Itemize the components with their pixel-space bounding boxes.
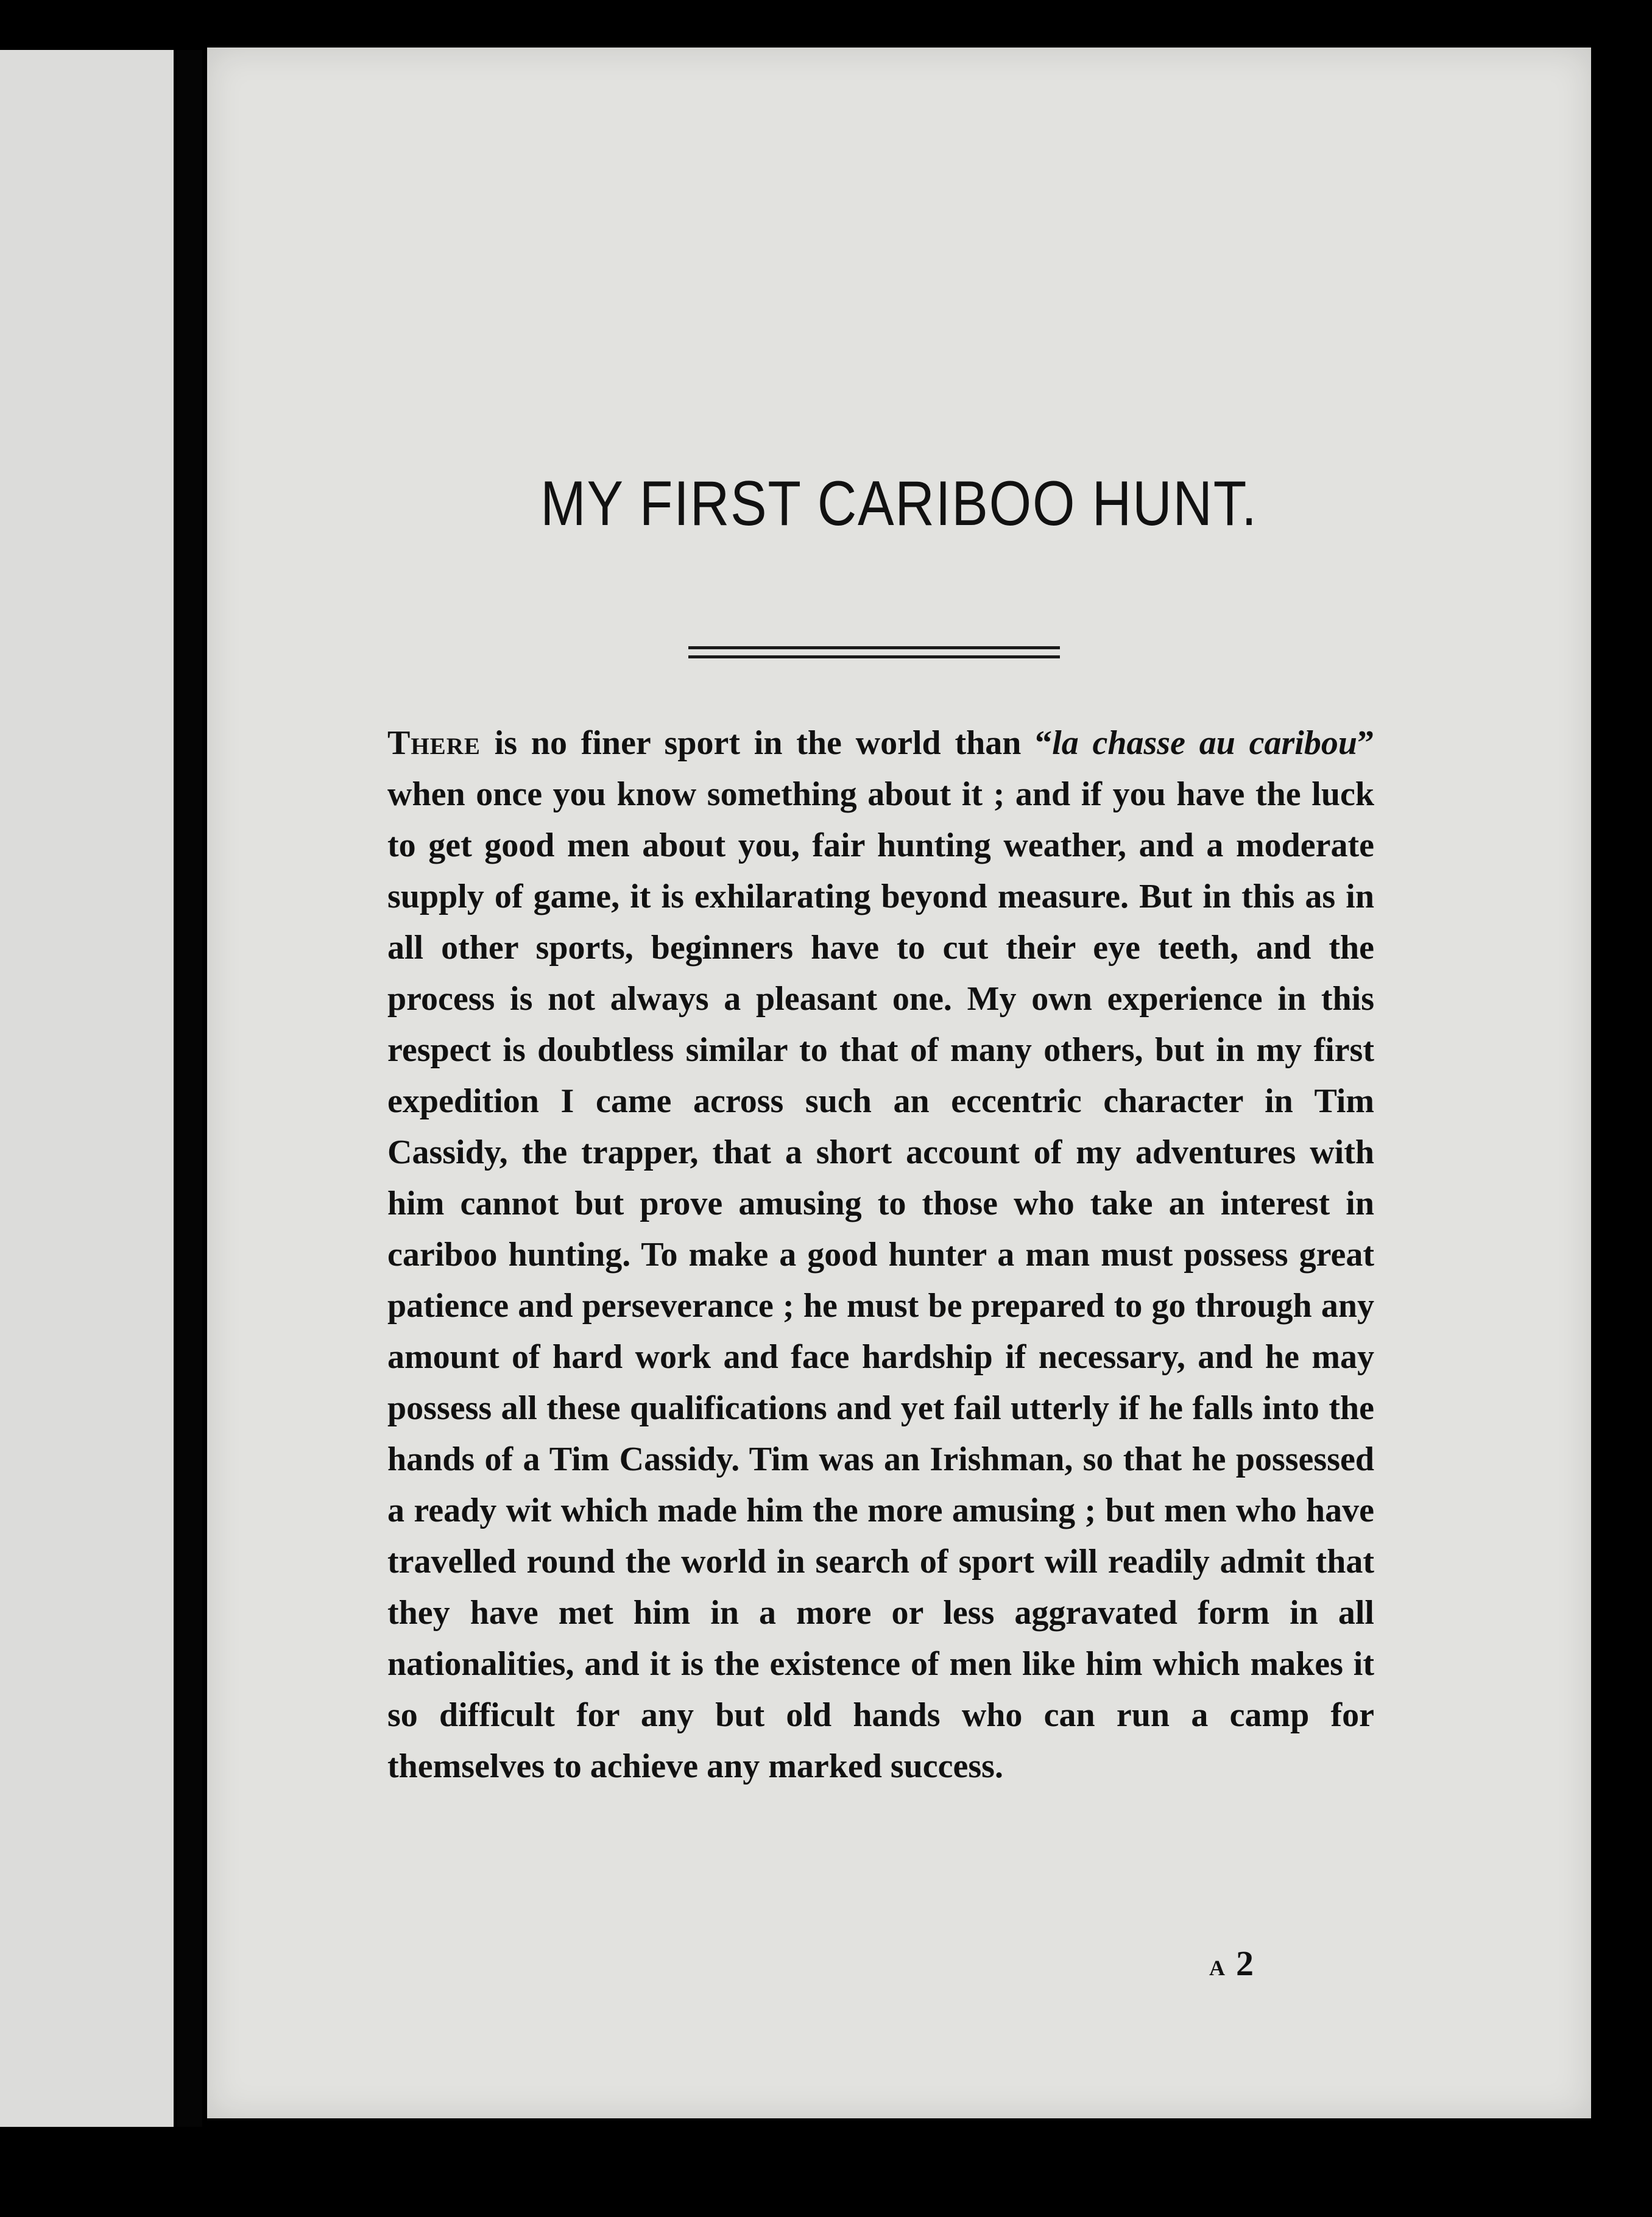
- body-text-rest: ” when once you know something about it ; and if you have the luck to get good men about you, fair hunting weather, and a moderate supply of game, it is exhilarating beyond measure. But in this as in all other sports, beginners have to cut their eye teeth, and the process is not always a pleasant one. My own experience in this respect is doubtless similar to that of many others, but in my first expedition I came across such an eccentric character in Tim Cassidy, the trapper, that a short account of my adventures with him cannot but prove amusing to those who take an interest in cariboo hunting. To make a good hunter a man must possess great patience and perseverance ; he must be prepared to go through any amount of hard work and face hardship if necessary, and he may possess all these qualifications and yet fail utterly if he falls into the hands of a Tim Cassidy. Tim was an Irishman, so that he possessed a ready wit which made him the more amusing ; but men who have travelled round the world in search of sport will readily admit that they have met him in a more or less aggravated form in all nationalities, and it is the existence of men like him which makes it so difficult for any but old hands who can run a camp for themselves to achieve any marked success.: [387, 724, 1374, 1785]
- signature-number: 2: [1236, 1944, 1254, 1983]
- facing-page-edge: [0, 50, 174, 2127]
- body-text-start: is no finer sport in the world than “: [480, 724, 1053, 762]
- signature-mark: [1209, 1943, 1254, 1984]
- signature-letter: A: [1209, 1956, 1225, 1980]
- body-paragraph: [387, 717, 1374, 1792]
- title-rule-top: [688, 646, 1060, 649]
- title-rule-bottom: [688, 655, 1060, 658]
- binding-gutter: [177, 50, 202, 2127]
- page-title: MY FIRST CARIBOO HUNT.: [540, 468, 1258, 539]
- book-page: [207, 48, 1591, 2118]
- opening-word: There: [387, 724, 481, 762]
- french-phrase: la chasse au caribou: [1052, 724, 1357, 762]
